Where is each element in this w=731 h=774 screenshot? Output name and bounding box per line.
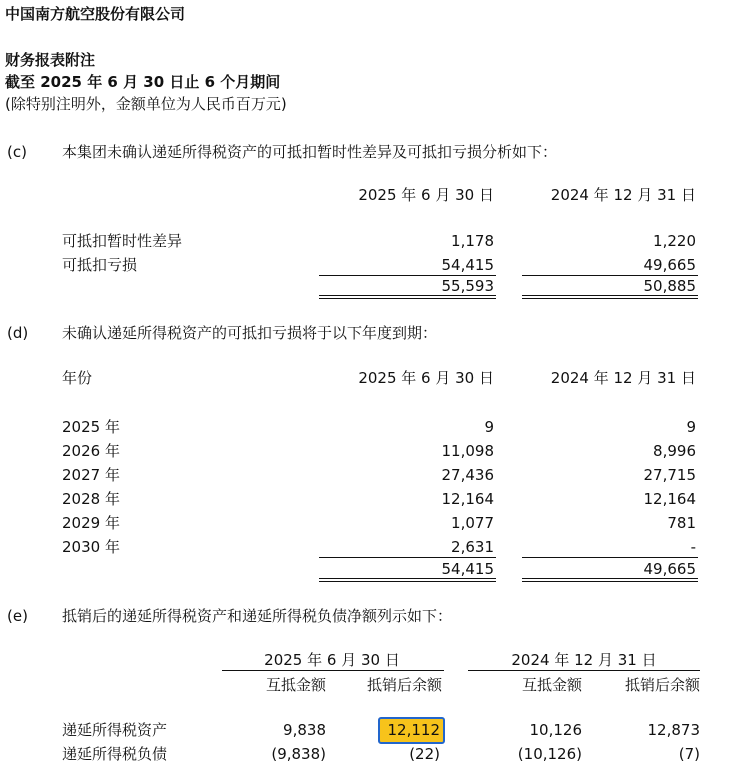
subtotal-rule bbox=[319, 557, 496, 558]
section-e-row-value: 10,126 bbox=[529, 721, 582, 739]
section-c-row-label: 可抵扣暂时性差异 bbox=[62, 232, 183, 250]
section-e-group2-header: 2024 年 12 月 31 日 bbox=[511, 651, 657, 669]
section-d-row-label: 2025 年 bbox=[62, 418, 120, 436]
section-d-marker: (d) bbox=[7, 324, 29, 342]
section-d-row-label: 2028 年 bbox=[62, 490, 120, 508]
section-d-year-label: 年份 bbox=[62, 369, 93, 387]
section-d-row-value: 9 bbox=[686, 418, 696, 436]
section-d-row-value: 1,077 bbox=[451, 514, 494, 532]
section-d-row-value: - bbox=[690, 538, 696, 556]
section-c-total: 50,885 bbox=[643, 277, 696, 295]
total-double-rule bbox=[522, 578, 698, 582]
subtotal-rule bbox=[522, 557, 698, 558]
section-c-row-value: 49,665 bbox=[643, 256, 696, 274]
total-double-rule bbox=[319, 295, 496, 299]
section-d-row-value: 12,164 bbox=[441, 490, 494, 508]
section-d-col1-header: 2025 年 6 月 30 日 bbox=[358, 369, 494, 387]
section-d-total: 54,415 bbox=[441, 560, 494, 578]
section-e-row-value: (9,838) bbox=[271, 745, 326, 763]
section-d-row-value: 781 bbox=[667, 514, 696, 532]
section-e-marker: (e) bbox=[7, 607, 28, 625]
section-e-heading: 抵销后的递延所得税资产和递延所得税负债净额列示如下： bbox=[62, 607, 453, 625]
report-period: 截至 2025 年 6 月 30 日止 6 个月期间 bbox=[5, 73, 281, 91]
section-d-heading: 未确认递延所得税资产的可抵扣亏损将于以下年度到期： bbox=[62, 324, 438, 342]
section-c-heading: 本集团未确认递延所得税资产的可抵扣暂时性差异及可抵扣亏损分析如下： bbox=[62, 143, 558, 161]
section-d-row-label: 2029 年 bbox=[62, 514, 120, 532]
section-c-marker: (c) bbox=[7, 143, 27, 161]
section-c-row-label: 可抵扣亏损 bbox=[62, 256, 138, 274]
total-double-rule bbox=[319, 578, 496, 582]
section-d-row-value: 8,996 bbox=[653, 442, 696, 460]
total-double-rule bbox=[522, 295, 698, 299]
section-d-row-label: 2026 年 bbox=[62, 442, 120, 460]
section-d-col2-header: 2024 年 12 月 31 日 bbox=[550, 369, 696, 387]
section-c-row-value: 54,415 bbox=[441, 256, 494, 274]
subtotal-rule bbox=[319, 275, 496, 276]
section-e-row-label: 递延所得税资产 bbox=[62, 721, 168, 739]
section-c-col1-header: 2025 年 6 月 30 日 bbox=[358, 186, 494, 204]
section-d-row-value: 27,436 bbox=[441, 466, 494, 484]
section-e-subheader: 抵销后余额 bbox=[366, 676, 442, 694]
section-e-row-value: (10,126) bbox=[517, 745, 582, 763]
section-e-subheader: 互抵金额 bbox=[521, 676, 582, 694]
section-d-row-value: 27,715 bbox=[643, 466, 696, 484]
section-c-col2-header: 2024 年 12 月 31 日 bbox=[550, 186, 696, 204]
section-e-row-value: (22) bbox=[409, 745, 440, 763]
report-title: 财务报表附注 bbox=[5, 51, 96, 69]
section-c-row-value: 1,178 bbox=[451, 232, 494, 250]
section-d-row-value: 2,631 bbox=[451, 538, 494, 556]
section-d-row-value: 11,098 bbox=[441, 442, 494, 460]
section-e-subheader: 互抵金额 bbox=[265, 676, 326, 694]
group-header-rule bbox=[222, 670, 444, 671]
section-e-row-label: 递延所得税负债 bbox=[62, 745, 168, 763]
company-name: 中国南方航空股份有限公司 bbox=[5, 5, 186, 23]
section-e-row-value: 12,873 bbox=[647, 721, 700, 739]
section-d-row-label: 2030 年 bbox=[62, 538, 120, 556]
section-c-row-value: 1,220 bbox=[653, 232, 696, 250]
subtotal-rule bbox=[522, 275, 698, 276]
section-e-row-value: 9,838 bbox=[283, 721, 326, 739]
section-c-total: 55,593 bbox=[441, 277, 494, 295]
section-e-subheader: 抵销后余额 bbox=[624, 676, 700, 694]
highlighted-value: 12,112 bbox=[387, 721, 440, 739]
section-d-total: 49,665 bbox=[643, 560, 696, 578]
section-d-row-value: 9 bbox=[484, 418, 494, 436]
unit-note: (除特别注明外，金额单位为人民币百万元) bbox=[5, 95, 287, 113]
group-header-rule bbox=[468, 670, 700, 671]
section-e-group1-header: 2025 年 6 月 30 日 bbox=[264, 651, 400, 669]
section-d-row-label: 2027 年 bbox=[62, 466, 120, 484]
section-e-row-value: (7) bbox=[678, 745, 700, 763]
section-d-row-value: 12,164 bbox=[643, 490, 696, 508]
